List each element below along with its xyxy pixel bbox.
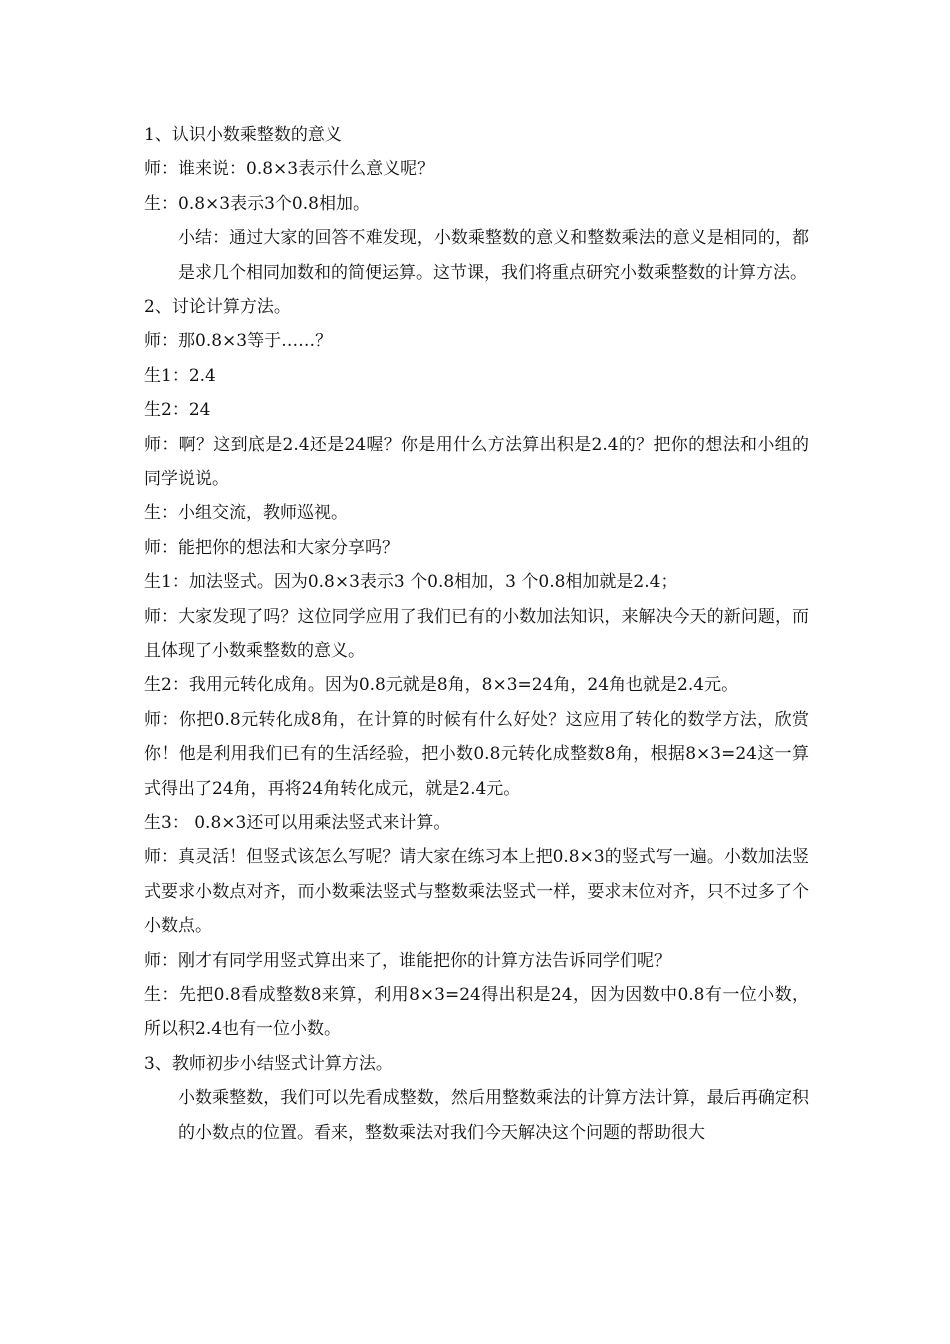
student-1-line: 生1：2.4 [144,365,216,386]
student-2-line: 生2：24 [144,400,211,421]
teacher-paragraph: 师：啊？这到底是2.4还是24喔？你是用什么方法算出积是2.4的？把你的想法和小组的同学说说。 [144,434,809,489]
heading-1: 1、认识小数乘整数的意义 [144,125,342,145]
student-paragraph: 生：先把0.8看成整数8来算，利用8×3=24得出积是24，因为因数中0.8有一位小数，所以积2.4也有一位小数。 [144,984,809,1040]
teacher-line: 师：能把你的想法和大家分享吗？ [144,537,399,558]
heading-2: 2、讨论计算方法。 [144,296,291,317]
teacher-line: 师：那0.8×3等于……？ [144,331,333,352]
teacher-line: 师：刚才有同学用竖式算出来了，谁能把你的计算方法告诉同学们呢？ [144,950,671,971]
document-body [144,118,809,1150]
student-line: 生：小组交流，教师巡视。 [144,503,348,524]
teacher-paragraph: 师：你把0.8元转化成8角，在计算的时候有什么好处？这应用了转化的数学方法，欣赏你！他是利用我们已有的生活经验，把小数0.8元转化成整数8角，根据8×3=24这一算式得出了24角，再将24角转化成元，就是2.4元。 [144,709,809,799]
teacher-line: 师：谁来说：0.8×3表示什么意义呢？ [144,159,435,180]
summary-paragraph: 小结：通过大家的回答不难发现，小数乘整数的意义和整数乘法的意义是相同的，都是求几个相同加数和的简便运算。这节课，我们将重点研究小数乘整数的计算方法。 [178,228,809,283]
closing-paragraph: 小数乘整数，我们可以先看成整数，然后用整数乘法的计算方法计算，最后再确定积的小数点的位置。看来，整数乘法对我们今天解决这个问题的帮助很大 [178,1088,809,1143]
heading-3: 3、教师初步小结竖式计算方法。 [144,1053,393,1074]
student-line: 生：0.8×3表示3个0.8相加。 [144,193,370,214]
student-2-line: 生2：我用元转化成角。因为0.8元就是8角，8×3=24角，24角也就是2.4元。 [144,675,739,696]
teacher-paragraph: 师：真灵活！但竖式该怎么写呢？请大家在练习本上把0.8×3的竖式写一遍。小数加法竖式要求小数点对齐，而小数乘法竖式与整数乘法竖式一样，要求末位对齐，只不过多了个小数点。 [144,847,809,937]
teacher-paragraph: 师：大家发现了吗？这位同学应用了我们已有的小数加法知识，来解决今天的新问题，而且体现了小数乘整数的意义。 [144,606,809,661]
student-1-line: 生1：加法竖式。因为0.8×3表示3 个0.8相加，3 个0.8相加就是2.4； [144,572,678,593]
student-3-line: 生3： 0.8×3还可以用乘法竖式来计算。 [144,812,451,833]
